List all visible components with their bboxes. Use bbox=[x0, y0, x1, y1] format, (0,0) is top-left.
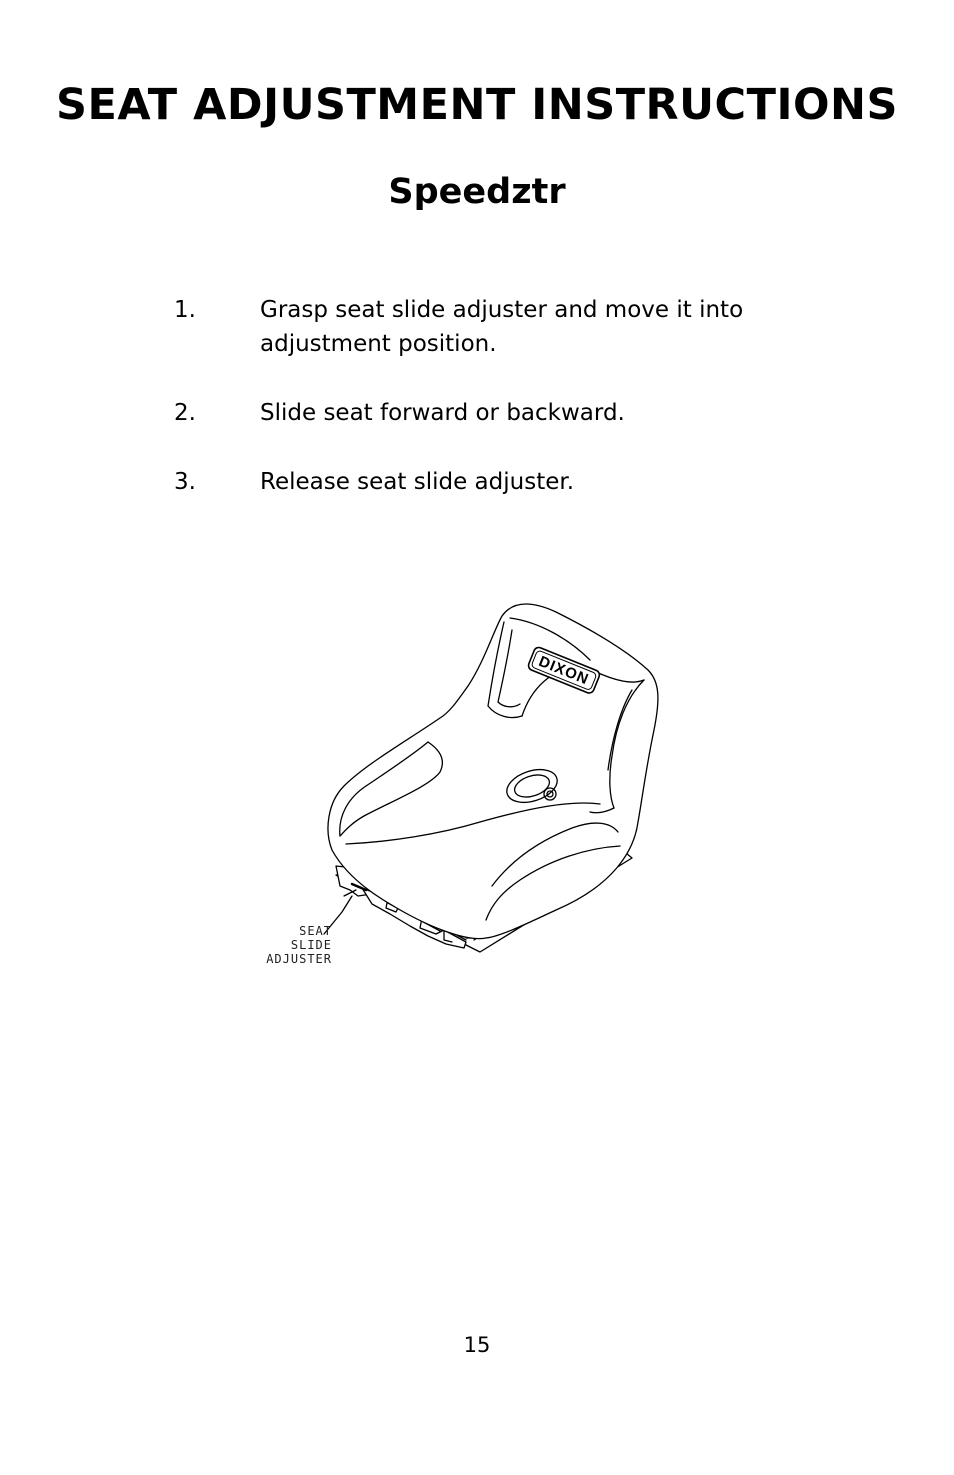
step-text: Release seat slide adjuster. bbox=[260, 469, 575, 495]
step-number: 1. bbox=[174, 297, 196, 323]
seat-slide-adjuster-callout bbox=[240, 924, 332, 966]
page-number: 15 bbox=[463, 1333, 491, 1357]
instruction-list bbox=[174, 293, 794, 534]
model-subtitle: Speedztr bbox=[388, 172, 566, 212]
step-text: Grasp seat slide adjuster and move it into adjustment position. bbox=[260, 297, 744, 357]
instruction-step bbox=[174, 396, 794, 430]
svg-text:DIXON: DIXON bbox=[536, 652, 592, 689]
step-number: 2. bbox=[174, 400, 196, 426]
seat-cushion bbox=[328, 604, 658, 938]
callout-line: ADJUSTER bbox=[266, 952, 332, 966]
callout-line: SEAT bbox=[299, 924, 332, 938]
callout-line: SLIDE bbox=[290, 938, 332, 952]
instruction-step bbox=[174, 293, 794, 361]
seat-illustration bbox=[240, 590, 680, 980]
instruction-step bbox=[174, 465, 794, 499]
step-number: 3. bbox=[174, 469, 196, 495]
page-title: SEAT ADJUSTMENT INSTRUCTIONS bbox=[56, 80, 898, 130]
step-text: Slide seat forward or backward. bbox=[260, 400, 625, 426]
